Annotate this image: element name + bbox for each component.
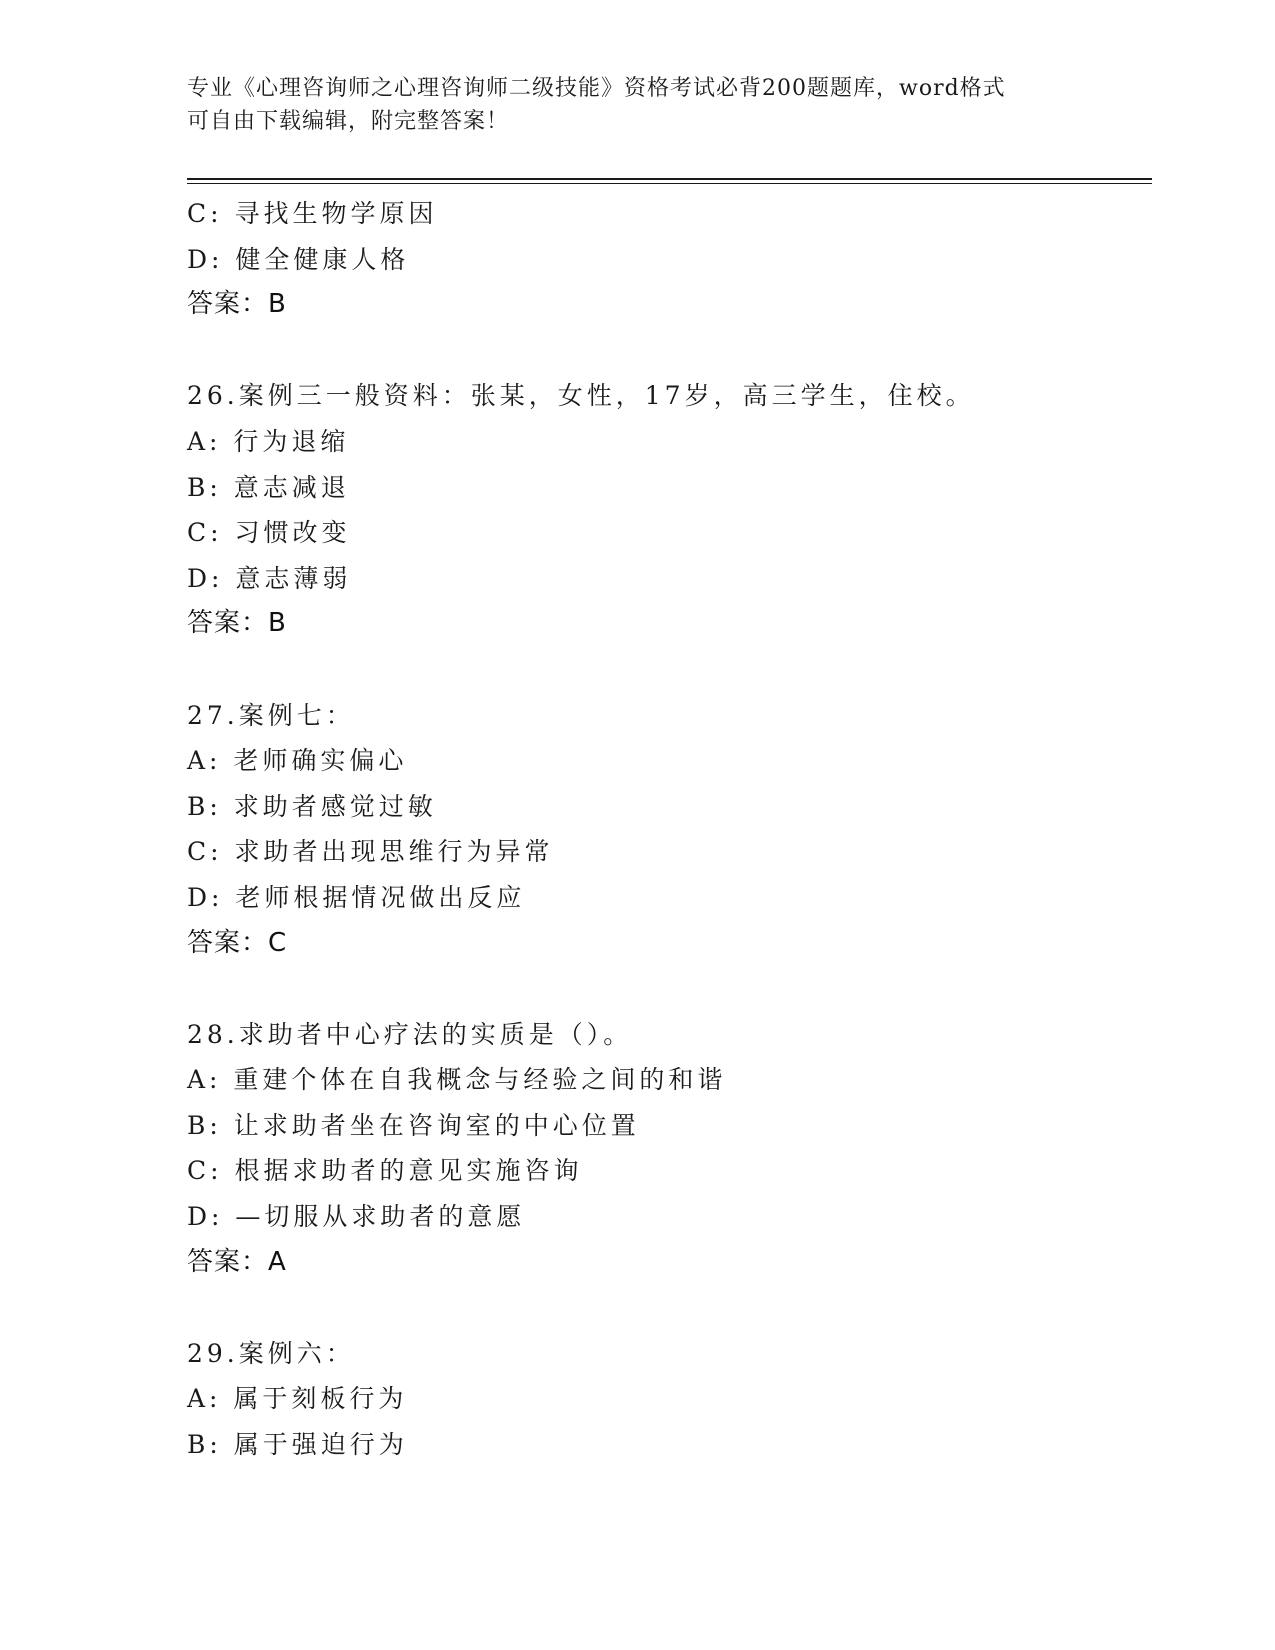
option-a: A: 属于刻板行为: [187, 1384, 408, 1414]
question-block-28: [187, 1012, 1152, 1286]
option-c: C: 习惯改变: [187, 518, 351, 548]
answer-line: 答案：C: [187, 927, 288, 958]
block-spacer: [187, 328, 1152, 374]
option-b: B: 意志减退: [187, 472, 350, 502]
question-text: 29.案例六：: [187, 1338, 355, 1368]
option-c: C: 寻找生物学原因: [187, 199, 438, 228]
option-c: C: 根据求助者的意见实施咨询: [187, 1156, 583, 1186]
header-line-2: 可自由下载编辑，附完整答案！: [187, 109, 510, 134]
question-block-29: [187, 1331, 1152, 1468]
header-rule-thin: [187, 183, 1152, 184]
option-d: D: 老师根据情况做出反应: [187, 882, 526, 912]
question-block-26: [187, 373, 1152, 647]
document-header: [187, 72, 1067, 138]
question-text: 27.案例七：: [187, 700, 355, 730]
option-b: B: 让求助者坐在咨询室的中心位置: [187, 1110, 640, 1140]
question-block-27: [187, 693, 1152, 967]
option-d: D: 健全健康人格: [187, 244, 410, 274]
option-a: A: 重建个体在自我概念与经验之间的和谐: [187, 1065, 727, 1095]
answer-line: 答案：B: [187, 289, 287, 320]
option-d: D: 意志薄弱: [187, 563, 352, 593]
question-text: 26.案例三一般资料：张某，女性，17岁，高三学生，住校。: [187, 381, 975, 411]
answer-line: 答案：B: [187, 608, 287, 639]
header-rule-thick: [187, 178, 1152, 180]
option-b: B: 求助者感觉过敏: [187, 791, 437, 821]
block-spacer: [187, 966, 1152, 1012]
block-spacer: [187, 1285, 1152, 1331]
option-a: A: 行为退缩: [187, 426, 350, 456]
header-line-1: 专业《心理咨询师之心理咨询师二级技能》资格考试必背200题题库，word格式: [187, 76, 1006, 101]
block-spacer: [187, 647, 1152, 693]
option-b: B: 属于强迫行为: [187, 1430, 408, 1460]
question-list: [187, 191, 1152, 1468]
question-block-25: [187, 191, 1152, 328]
question-text: 28.求助者中心疗法的实质是（）。: [187, 1019, 633, 1049]
option-c: C: 求助者出现思维行为异常: [187, 837, 554, 867]
option-d: D: —切服从求助者的意愿: [187, 1202, 526, 1232]
answer-line: 答案：A: [187, 1246, 287, 1277]
option-a: A: 老师确实偏心: [187, 746, 408, 776]
